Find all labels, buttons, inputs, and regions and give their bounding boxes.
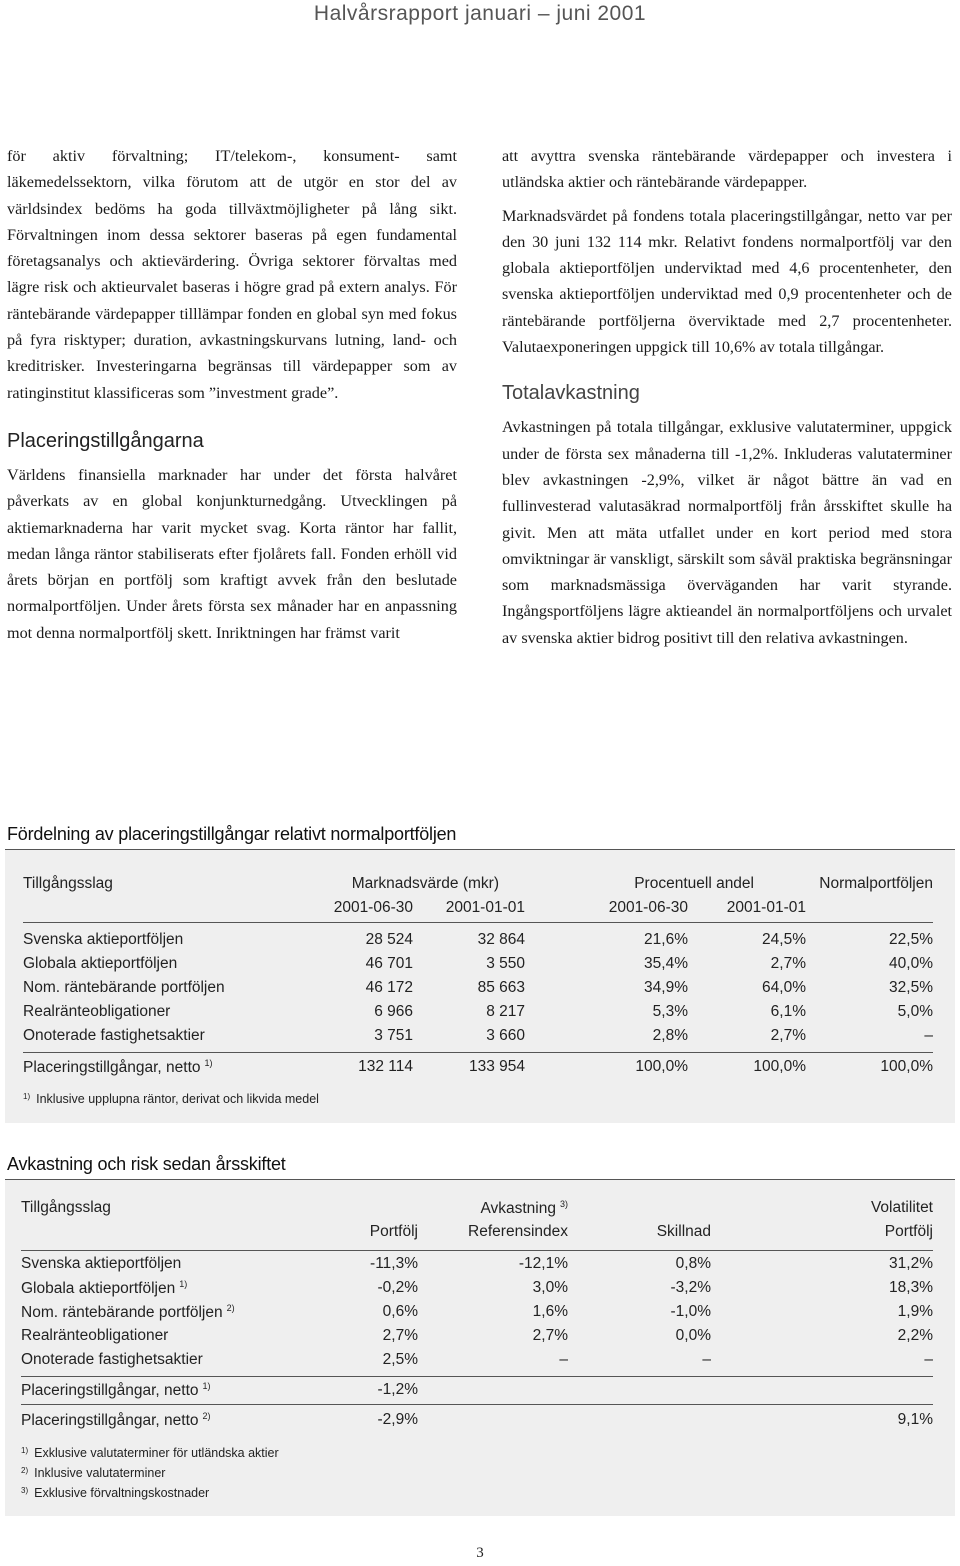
table1-cell-p1: 2,8% (652, 1027, 688, 1044)
footnote-marker: 2) (202, 1410, 211, 1421)
table1-header-date: 2001-06-30 (333, 899, 413, 916)
table1-cell-mv1: 46 701 (365, 955, 413, 972)
table1-cell-mv2: 85 663 (477, 979, 525, 996)
table2-total1-portfolio: -1,2% (377, 1381, 418, 1398)
table2-cell-r: 3,0% (532, 1279, 568, 1296)
footnote-marker: 3) (21, 1486, 29, 1495)
table1-total-mv2: 133 954 (468, 1058, 525, 1075)
table2-row-label: Onoterade fastighetsaktier (21, 1351, 203, 1368)
table1-cell-n: 22,5% (889, 931, 933, 948)
table1-cell-p1: 34,9% (644, 979, 688, 996)
table2-total2-portfolio: -2,9% (377, 1411, 418, 1428)
table1-header-date: 2001-06-30 (608, 899, 688, 916)
table2-header-return (418, 1196, 568, 1220)
table-row (23, 1055, 933, 1079)
table1-cell-mv1: 6 966 (374, 1003, 413, 1020)
table-row (21, 1300, 933, 1324)
table2-footnote (21, 1482, 279, 1502)
section-heading-placeringstillgangarna: Placeringstillgångarna (7, 429, 204, 452)
table2-cell-name (21, 1252, 286, 1276)
table-row (23, 976, 933, 1000)
table2-cell-name (21, 1324, 286, 1348)
table1-total-rule (23, 1052, 933, 1053)
footnote-marker: 2) (226, 1302, 235, 1313)
table-row (23, 952, 933, 976)
table1-cell-mv1: 28 524 (365, 931, 413, 948)
table2-header-volatility: Volatilitet (870, 1199, 933, 1216)
table1-total-p2: 100,0% (753, 1058, 806, 1075)
table1-header-rule (23, 922, 933, 923)
section-heading-totalavkastning: Totalavkastning (502, 382, 640, 405)
table1-cell-n: 40,0% (889, 955, 933, 972)
table2-footnote-text: Exklusive förvaltningskostnader (34, 1486, 210, 1500)
table1-cell-n: – (924, 1027, 933, 1044)
table1-cell-p1: 21,6% (644, 931, 688, 948)
table2-header (21, 1196, 933, 1244)
table2-cell-d: – (702, 1351, 711, 1368)
table1-cell-p2: 2,7% (770, 955, 806, 972)
table1-header-share: Procentuell andel (634, 875, 754, 892)
table-row (21, 1276, 933, 1300)
table2-header-vol-portfolio: Portfölj (884, 1223, 933, 1240)
table-row (23, 1000, 933, 1024)
table1-footnote (23, 1092, 319, 1106)
right-column (502, 143, 952, 658)
table1-cell-name: Nom. räntebärande portföljen (23, 979, 225, 996)
right-paragraph-2: Marknadsvärdet på fondens totala placeringstillgångar, netto var per den 30 juni 132 114 mkr. Relativt fondens normalportfölj var den globala aktieportföljen underviktad med 4,6 procentenheter, den svenska aktieportföljen underviktad med 0,9 procentenheter och de räntebärande portföljerna överviktade med 2,7 procentenheter. Valutaexponeringen uppgick till 10,6% av totala tillgångar. (502, 206, 952, 357)
table2-cell-r: 2,7% (532, 1327, 568, 1344)
table2-header-difference: Skillnad (656, 1223, 711, 1240)
table1-cell-mv2: 3 660 (486, 1027, 525, 1044)
table2-cell-r: – (559, 1351, 568, 1368)
table-row (21, 1348, 933, 1372)
right-paragraph-3: Avkastningen på totala tillgångar, exklusive valutaterminer, uppgick under de första sex månaderna till -1,2%. Inkluderas valutaterminer blev avkastningen -2,9%, vilket är något bättre än vad en fullinvesterad valutasäkrad normalportfölj från årsskiftet skulle ha givit. Men att mäta utfallet under en kort period med stora omviktningar är vanskligt, särskilt som såväl praktiska begränsningar som marknadsmässiga överväganden har varit styrande. Ingångsportföljens lägre aktieandel än normalportföljens och urvalet av svenska aktier bidrog positivt till den relativa avkastningen. (502, 418, 952, 647)
table1-total-n: 100,0% (880, 1058, 933, 1075)
table-row (21, 1408, 933, 1432)
table2-header-asset: Tillgångsslag (21, 1199, 111, 1216)
table2-box (5, 1180, 955, 1516)
table1-header (23, 872, 933, 920)
table2-row-label: Realränteobligationer (21, 1327, 169, 1344)
table2-cell-name (21, 1276, 286, 1300)
table2-cell-d: 0,8% (675, 1255, 711, 1272)
table1-cell-name: Realränteobligationer (23, 1003, 171, 1020)
table2-row-label: Nom. räntebärande portföljen (21, 1303, 223, 1321)
footnote-marker: 1) (204, 1057, 213, 1068)
table1-cell-n: 32,5% (889, 979, 933, 996)
table2-cell-p: -11,3% (370, 1255, 418, 1272)
table2-cell-p: 0,6% (382, 1303, 418, 1320)
table2-cell-p: 2,5% (382, 1351, 418, 1368)
table1-header-date: 2001-01-01 (726, 899, 806, 916)
table2-total1-name: Placeringstillgångar, netto (21, 1381, 199, 1399)
table-row (21, 1378, 933, 1402)
table2-totals-2 (21, 1408, 933, 1432)
table-row (23, 1024, 933, 1048)
table1-header-market-value: Marknadsvärde (mkr) (351, 875, 499, 892)
right-paragraph-1: att avyttra svenska räntebärande värdepapper och investera i utländska aktier och räntebärande värdepapper. (502, 147, 952, 192)
table1-cell-n: 5,0% (897, 1003, 933, 1020)
table1-cell-name: Globala aktieportföljen (23, 955, 178, 972)
table2-cell-r: 1,6% (532, 1303, 568, 1320)
table1-cell-mv1: 46 172 (365, 979, 413, 996)
table2-total2-rule (21, 1404, 933, 1405)
table1-cell-name: Svenska aktieportföljen (23, 931, 184, 948)
table1-cell-mv2: 8 217 (486, 1003, 525, 1020)
table2-cell-v: 18,3% (889, 1279, 933, 1296)
table-row (21, 1324, 933, 1348)
table-row (23, 928, 933, 952)
table2-title: Avkastning och risk sedan årsskiftet (7, 1154, 286, 1174)
table2-cell-d: -3,2% (670, 1279, 711, 1296)
table2-footnotes (21, 1442, 279, 1502)
table2-cell-name (21, 1348, 286, 1372)
table1-footnote-text: Inklusive upplupna räntor, derivat och likvida medel (36, 1092, 319, 1106)
table1-cell-mv2: 3 550 (486, 955, 525, 972)
table2-total2-name: Placeringstillgångar, netto (21, 1411, 199, 1429)
footnote-marker: 1) (21, 1446, 29, 1455)
table1-cell-p2: 24,5% (762, 931, 806, 948)
table2-cell-p: -0,2% (377, 1279, 418, 1296)
left-paragraph-2: Världens finansiella marknader har under det första halvåret påverkats av en global konjunkturnedgång. Utvecklingen på aktiemarknaderna har varit mycket svag. Korta räntor har fallit, medan långa räntor stabiliserats efter fjolårets fall. Fonden erhöll vid årets början en portfölj som kraftigt avvek från den beslutade normalportföljen. Under årets första sex månader har en anpassning mot denna normalportfölj skett. Inriktningen har främst varit (7, 465, 457, 642)
table2-totals (21, 1378, 933, 1402)
table2-footnote (21, 1442, 279, 1462)
page-number: 3 (476, 1545, 484, 1561)
table1-box (5, 850, 955, 1123)
footnote-marker: 2) (21, 1466, 29, 1475)
table2-body (21, 1252, 933, 1372)
table2-total1-volatility (711, 1378, 933, 1402)
left-column (7, 143, 457, 653)
table1-total-p1: 100,0% (635, 1058, 688, 1075)
table1-cell-p2: 64,0% (762, 979, 806, 996)
table1-total-name: Placeringstillgångar, netto (23, 1058, 201, 1076)
table2-cell-v: 31,2% (889, 1255, 933, 1272)
left-paragraph-1: för aktiv förvaltning; IT/telekom-, konsument- samt läkemedelssektorn, vilka förutom att de utgör en stor del av världsindex bedöms ha goda tillväxtmöjligheter på lång sikt. Förvaltningen inom dessa sektorer baseras på egen fundamental företagsanalys och aktievärdering. Övriga sektorer förvaltas med lägre risk och aktieurvalet baseras i högre grad på extern analys. För räntebärande värdepapper tilllämpar fonden en global syn med fokus på fyra risktyper; duration, avkastningskurvans lutning, land- och kreditrisker. Investeringarna begränsas till värdepapper som av ratinginstitut klassificeras som ”investment grade”. (7, 147, 457, 402)
table1-cell-p2: 6,1% (770, 1003, 806, 1020)
table1-cell-mv2: 32 864 (477, 931, 525, 948)
table1-title: Fördelning av placeringstillgångar relativt normalportföljen (7, 824, 457, 844)
table2-header-reference: Referensindex (468, 1223, 568, 1240)
page-header: Halvårsrapport januari – juni 2001 (313, 2, 647, 25)
table1-total (23, 1055, 933, 1079)
table1-cell-p1: 35,4% (644, 955, 688, 972)
table2-cell-p: 2,7% (382, 1327, 418, 1344)
table2-header-portfolio: Portfölj (369, 1223, 418, 1240)
table2-cell-name (21, 1300, 286, 1324)
table2-footnote-text: Exklusive valutaterminer för utländska aktier (34, 1446, 279, 1460)
table1-header-normal: Normalportföljen (819, 875, 933, 892)
table2-cell-d: 0,0% (675, 1327, 711, 1344)
table1-cell-p2: 2,7% (770, 1027, 806, 1044)
table2-cell-v: – (924, 1351, 933, 1368)
table2-header-rule (21, 1250, 933, 1251)
table1-header-asset: Tillgångsslag (23, 875, 113, 892)
table1-total-mv1: 132 114 (358, 1058, 413, 1075)
table1-header-date: 2001-01-01 (445, 899, 525, 916)
table1-body (23, 928, 933, 1048)
table-row (21, 1252, 933, 1276)
table1-cell-p1: 5,3% (652, 1003, 688, 1020)
table2-row-label: Globala aktieportföljen (21, 1279, 176, 1297)
footnote-marker: 1) (179, 1278, 188, 1289)
table1-cell-mv1: 3 751 (374, 1027, 413, 1044)
table2-cell-d: -1,0% (670, 1303, 711, 1320)
table2-total-rule (21, 1376, 933, 1377)
footnote-marker: 1) (23, 1092, 31, 1101)
table1-cell-name: Onoterade fastighetsaktier (23, 1027, 205, 1044)
table2-row-label: Svenska aktieportföljen (21, 1255, 182, 1272)
footnote-marker: 3) (559, 1198, 568, 1209)
table2-cell-v: 2,2% (897, 1327, 933, 1344)
table2-total2-volatility: 9,1% (897, 1411, 933, 1428)
table2-cell-v: 1,9% (897, 1303, 933, 1320)
footnote-marker: 1) (202, 1380, 211, 1391)
table2-footnote (21, 1462, 279, 1482)
table2-header-return-label: Avkastning (480, 1199, 556, 1217)
table2-cell-r: -12,1% (518, 1255, 568, 1272)
table2-footnote-text: Inklusive valutaterminer (34, 1466, 166, 1480)
